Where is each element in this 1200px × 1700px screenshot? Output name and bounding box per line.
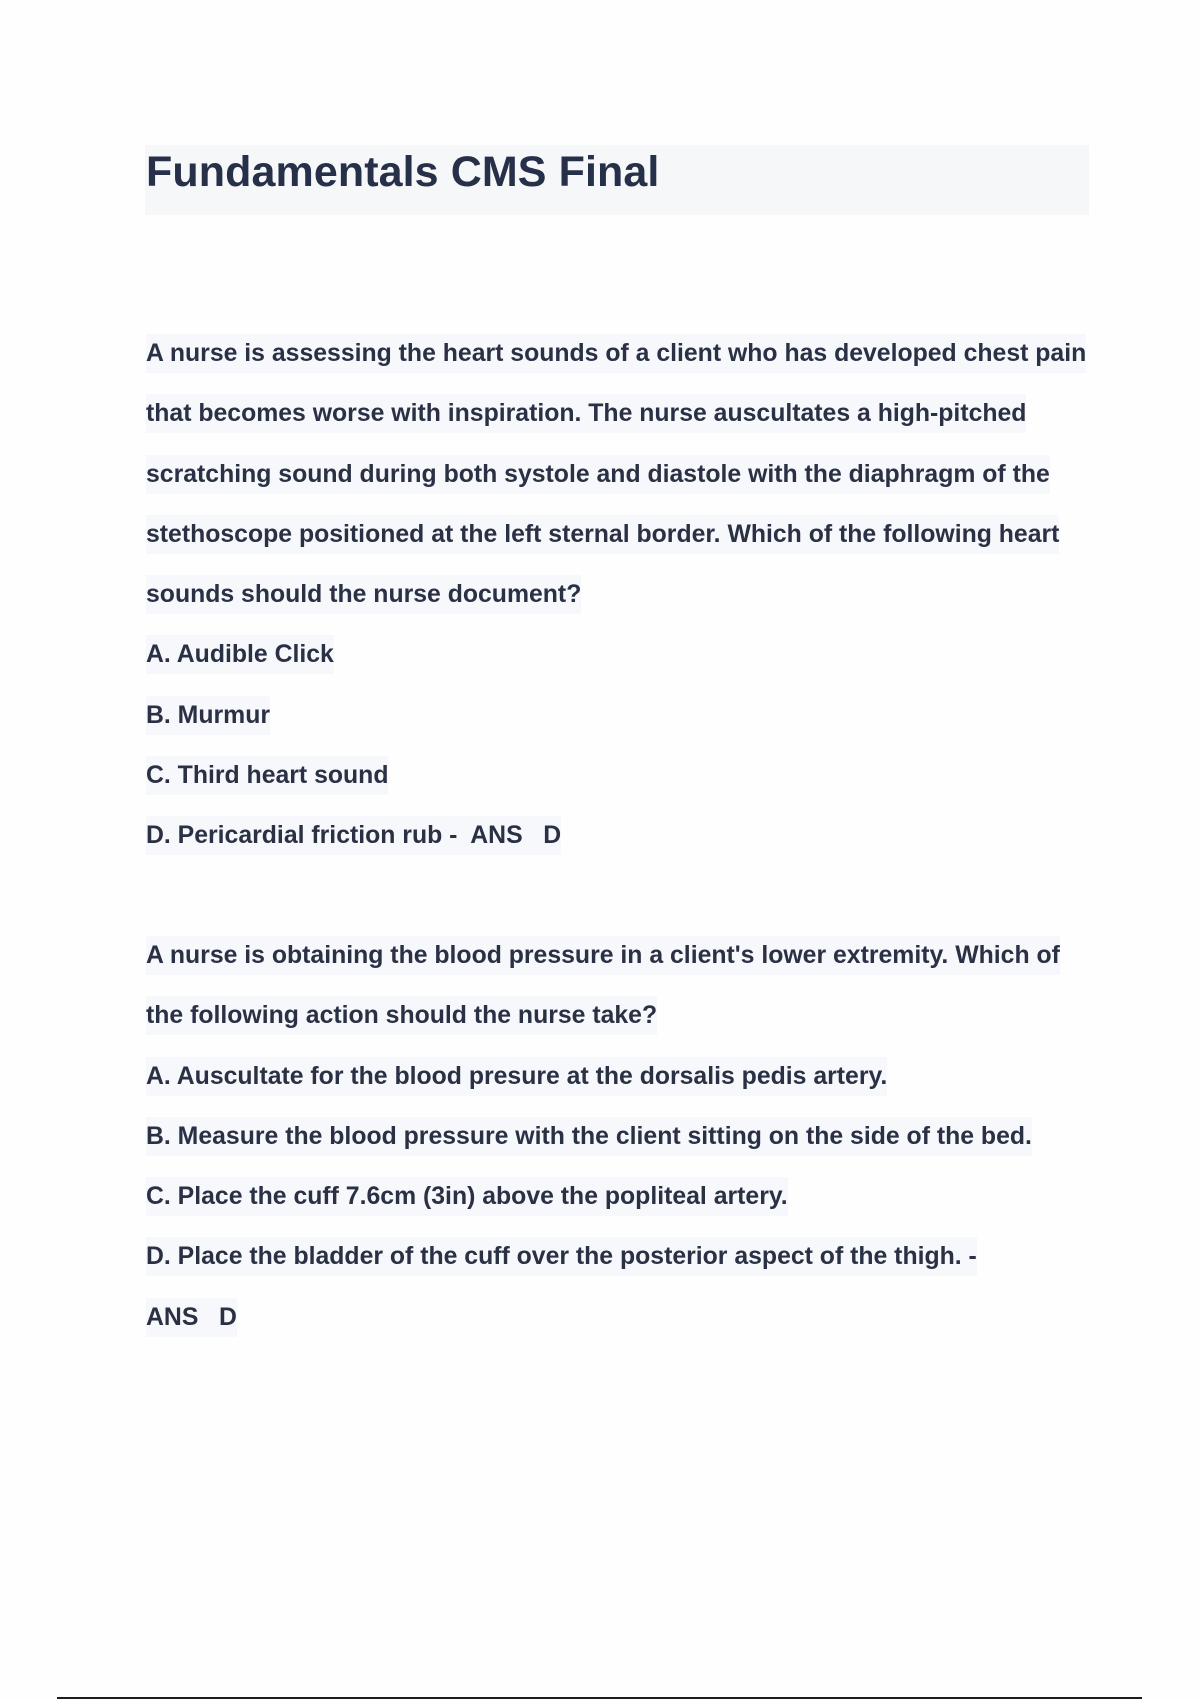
question-2-option-b-text: B. Measure the blood pressure with the client sitting on the side of the bed. (146, 1117, 1032, 1156)
question-2 (146, 926, 1096, 1348)
page-title: Fundamentals CMS Final (146, 148, 660, 196)
question-1-option-b (146, 686, 1096, 746)
question-1-stem-text: A nurse is assessing the heart sounds of a client who has developed chest pain that becomes worse with inspiration. The nurse auscultates a high-pitched scratching sound during both systole and diastole with the diaphragm of the stethoscope positioned at the left sternal border. Which of the following heart sounds should the nurse document? (146, 334, 1086, 614)
question-2-option-b (146, 1107, 1096, 1167)
question-1-answer: ANS D (464, 822, 562, 850)
question-1-options (146, 625, 1096, 866)
question-1-option-d-text: D. Pericardial friction rub - (146, 822, 465, 850)
question-1-option-a-text: A. Audible Click (146, 635, 334, 674)
question-2-stem (146, 926, 1096, 1047)
question-2-answer-line (146, 1288, 1096, 1348)
question-1 (146, 324, 1096, 867)
question-2-options (146, 1047, 1096, 1348)
question-2-stem-text: A nurse is obtaining the blood pressure in a client's lower extremity. Which of the following action should the nurse take? (146, 936, 1060, 1035)
bottom-divider (57, 1697, 1142, 1699)
question-2-option-a (146, 1047, 1096, 1107)
question-2-option-a-text: A. Auscultate for the blood presure at the dorsalis pedis artery. (146, 1057, 887, 1096)
question-1-option-b-text: B. Murmur (146, 696, 270, 735)
question-1-option-c-text: C. Third heart sound (146, 756, 388, 795)
question-1-option-c (146, 746, 1096, 806)
question-2-option-c-text: C. Place the cuff 7.6cm (3in) above the popliteal artery. (146, 1177, 788, 1216)
question-2-option-d-text: D. Place the bladder of the cuff over the posterior aspect of the thigh. - (146, 1237, 977, 1276)
question-2-answer: ANS D (146, 1298, 237, 1337)
question-2-option-c (146, 1167, 1096, 1227)
question-1-option-d (146, 806, 1096, 866)
question-1-option-d-line (146, 816, 561, 855)
question-1-stem (146, 324, 1096, 625)
question-1-option-a (146, 625, 1096, 685)
question-2-option-d (146, 1227, 1096, 1287)
